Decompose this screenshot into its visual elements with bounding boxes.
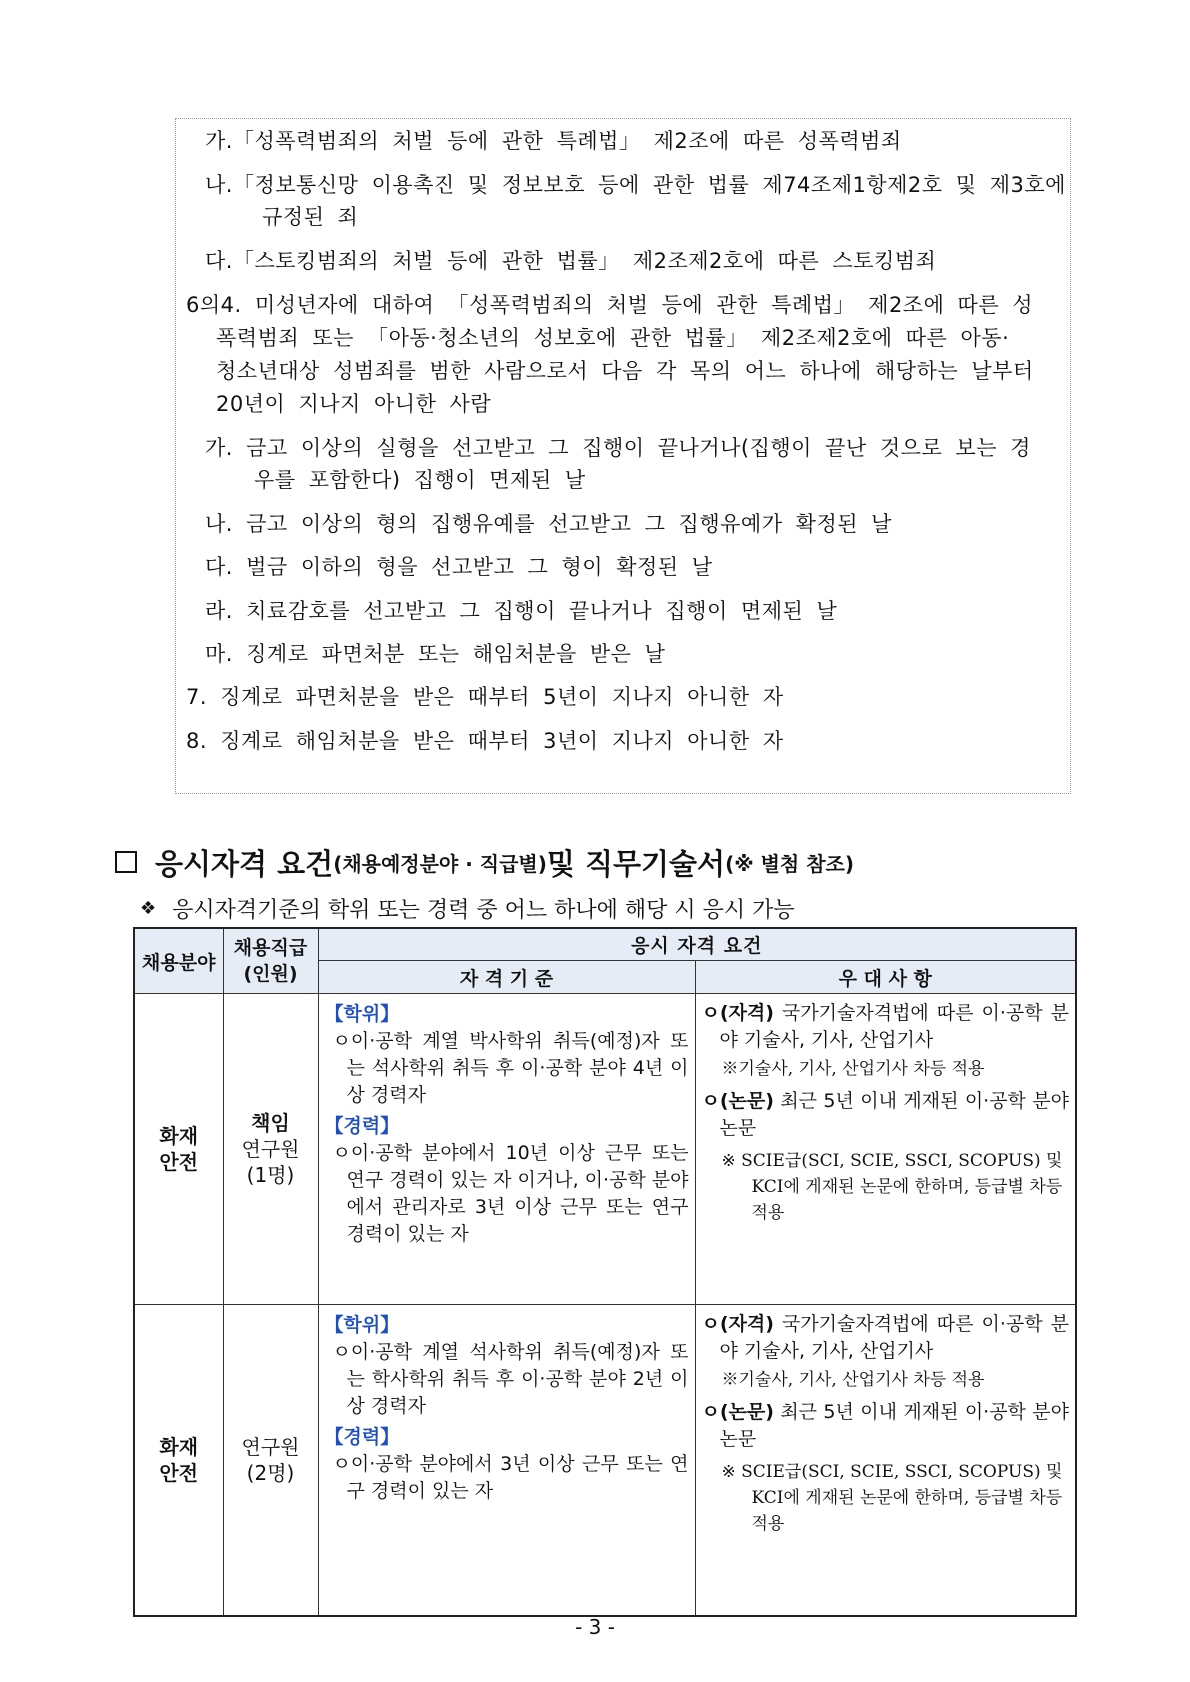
header-grade <box>223 928 318 994</box>
pref-paper-text: 최근 5년 이내 게재된 이·공학 분야 논문 <box>719 1090 1070 1139</box>
table-row <box>134 994 1076 1305</box>
page-number: - 3 - <box>575 1615 615 1639</box>
grade-label: 연구원 <box>241 1137 300 1161</box>
diamond-bullet-icon: ❖ <box>140 898 157 919</box>
legal-line: 마. 징계로 파면처분 또는 해임처분을 받은 날 <box>205 642 666 666</box>
legal-line: 나.「정보통신망 이용촉진 및 정보보호 등에 관한 법률 제74조제1항제2호 및 제3호에 <box>205 173 1066 197</box>
section-title-ref: (※ 별첨 참조) <box>725 851 854 876</box>
legal-line: 6의4. 미성년자에 대하여 「성폭력범죄의 처벌 등에 관한 특례법」 제2조에 따른 성 <box>186 293 1034 317</box>
legal-line: 20년이 지나지 아니한 사람 <box>216 392 492 416</box>
field-cell <box>134 1305 223 1616</box>
grade-count: (2명) <box>246 1460 295 1485</box>
legal-line: 가. 금고 이상의 실형을 선고받고 그 집행이 끝나거나(집행이 끝난 것으로 보는 경 <box>205 436 1031 460</box>
criteria-cell <box>318 1305 695 1616</box>
header-criteria: 자 격 기 준 <box>318 961 695 994</box>
field-line: 안전 <box>159 1460 199 1485</box>
grade-cell <box>223 1305 318 1616</box>
legal-line: 가.「성폭력범죄의 처벌 등에 관한 특례법」 제2조에 따른 성폭력범죄 <box>205 129 902 153</box>
pref-cert-label: ㅇ(자격) <box>701 1313 774 1335</box>
pref-cert-note: ※기술사, 기사, 산업기사 차등 적용 <box>721 1059 985 1079</box>
legal-line: 규정된 죄 <box>262 205 359 229</box>
legal-line: 우를 포함한다) 집행이 면제된 날 <box>254 468 586 492</box>
section-title-main: 응시자격 요건 <box>155 846 334 881</box>
preference-cell <box>695 1305 1076 1616</box>
legal-line: 다.「스토킹범죄의 처벌 등에 관한 법률」 제2조제2호에 따른 스토킹범죄 <box>205 249 937 273</box>
pref-paper-text: 최근 5년 이내 게재된 이·공학 분야 논문 <box>719 1401 1070 1450</box>
career-label: 【경력】 <box>324 1426 400 1448</box>
legal-line: 다. 벌금 이하의 형을 선고받고 그 형이 확정된 날 <box>205 555 713 579</box>
pref-cert-note: ※기술사, 기사, 산업기사 차등 적용 <box>721 1370 985 1390</box>
header-preference: 우 대 사 항 <box>695 961 1076 994</box>
grade-label: 연구원 <box>241 1434 300 1459</box>
field-line: 안전 <box>159 1150 199 1174</box>
requirements-table <box>133 927 1077 1617</box>
pref-cert-text: 국가기술자격법에 따른 이·공학 분야 기술사, 기사, 산업기사 <box>719 1313 1070 1362</box>
legal-line: 7. 징계로 파면처분을 받은 때부터 5년이 지나지 아니한 자 <box>186 685 784 709</box>
pref-cert <box>702 1311 1070 1365</box>
preference-cell <box>695 994 1076 1305</box>
pref-paper-note: ※ SCIE급(SCI, SCIE, SSCI, SCOPUS) 및 KCI에 게재된 논문에 한하며, 등급별 차등 적용 <box>721 1151 1063 1223</box>
career-text: ㅇ이·공학 분야에서 3년 이상 근무 또는 연구 경력이 있는 자 <box>332 1453 689 1502</box>
grade-bold: 책임 <box>251 1111 290 1135</box>
grade-count: (1명) <box>246 1163 295 1187</box>
header-grade-label: 채용직급 <box>233 937 308 959</box>
field-cell <box>134 994 223 1305</box>
field-line: 화재 <box>159 1124 199 1148</box>
legal-line: 라. 치료감호를 선고받고 그 집행이 끝나거나 집행이 면제된 날 <box>205 599 838 623</box>
grade-cell <box>223 994 318 1305</box>
pref-paper <box>702 1088 1070 1142</box>
header-field: 채용분야 <box>134 928 223 994</box>
section-title-and: 및 직무기술서 <box>546 846 726 881</box>
pref-paper-note: ※ SCIE급(SCI, SCIE, SSCI, SCOPUS) 및 KCI에 게재된 논문에 한하며, 등급별 차등 적용 <box>721 1462 1063 1534</box>
section-title <box>115 842 854 882</box>
career-text: ㅇ이·공학 분야에서 10년 이상 근무 또는 연구 경력이 있는 자 이거나, 이·공학 분야에서 관리자로 3년 이상 근무 또는 연구 경력이 있는 자 <box>332 1142 689 1245</box>
degree-label: 【학위】 <box>324 1003 400 1025</box>
legal-line: 나. 금고 이상의 형의 집행유예를 선고받고 그 집행유예가 확정된 날 <box>205 512 892 536</box>
eligibility-notice <box>140 893 795 924</box>
header-grade-sub: (인원) <box>243 963 298 985</box>
degree-text: ㅇ이·공학 계열 석사학위 취득(예정)자 또는 학사학위 취득 후 이·공학 분야 2년 이상 경력자 <box>332 1341 689 1417</box>
field-line: 화재 <box>159 1434 199 1459</box>
degree-label: 【학위】 <box>324 1314 400 1336</box>
pref-cert-text: 국가기술자격법에 따른 이·공학 분야 기술사, 기사, 산업기사 <box>719 1002 1070 1051</box>
table-row <box>134 1305 1076 1616</box>
pref-cert <box>702 1000 1070 1054</box>
notice-text: 응시자격기준의 학위 또는 경력 중 어느 하나에 해당 시 응시 가능 <box>172 898 795 923</box>
pref-cert-label: ㅇ(자격) <box>701 1002 774 1024</box>
legal-line: 청소년대상 성범죄를 범한 사람으로서 다음 각 목의 어느 하나에 해당하는 날부터 <box>216 359 1034 383</box>
legal-line: 8. 징계로 해임처분을 받은 때부터 3년이 지나지 아니한 자 <box>186 729 784 753</box>
section-title-paren: (채용예정분야 · 직급별) <box>333 851 547 876</box>
pref-paper <box>702 1399 1070 1453</box>
criteria-cell <box>318 994 695 1305</box>
checkbox-square-icon <box>115 851 137 873</box>
header-requirements: 응시 자격 요건 <box>318 928 1076 961</box>
legal-line: 폭력범죄 또는 「아동·청소년의 성보호에 관한 법률」 제2조제2호에 따른 아동· <box>216 326 1010 350</box>
career-label: 【경력】 <box>324 1115 400 1137</box>
pref-paper-label: ㅇ(논문) <box>701 1090 774 1112</box>
degree-text: ㅇ이·공학 계열 박사학위 취득(예정)자 또는 석사학위 취득 후 이·공학 분야 4년 이상 경력자 <box>332 1030 689 1106</box>
pref-paper-label: ㅇ(논문) <box>701 1401 774 1423</box>
